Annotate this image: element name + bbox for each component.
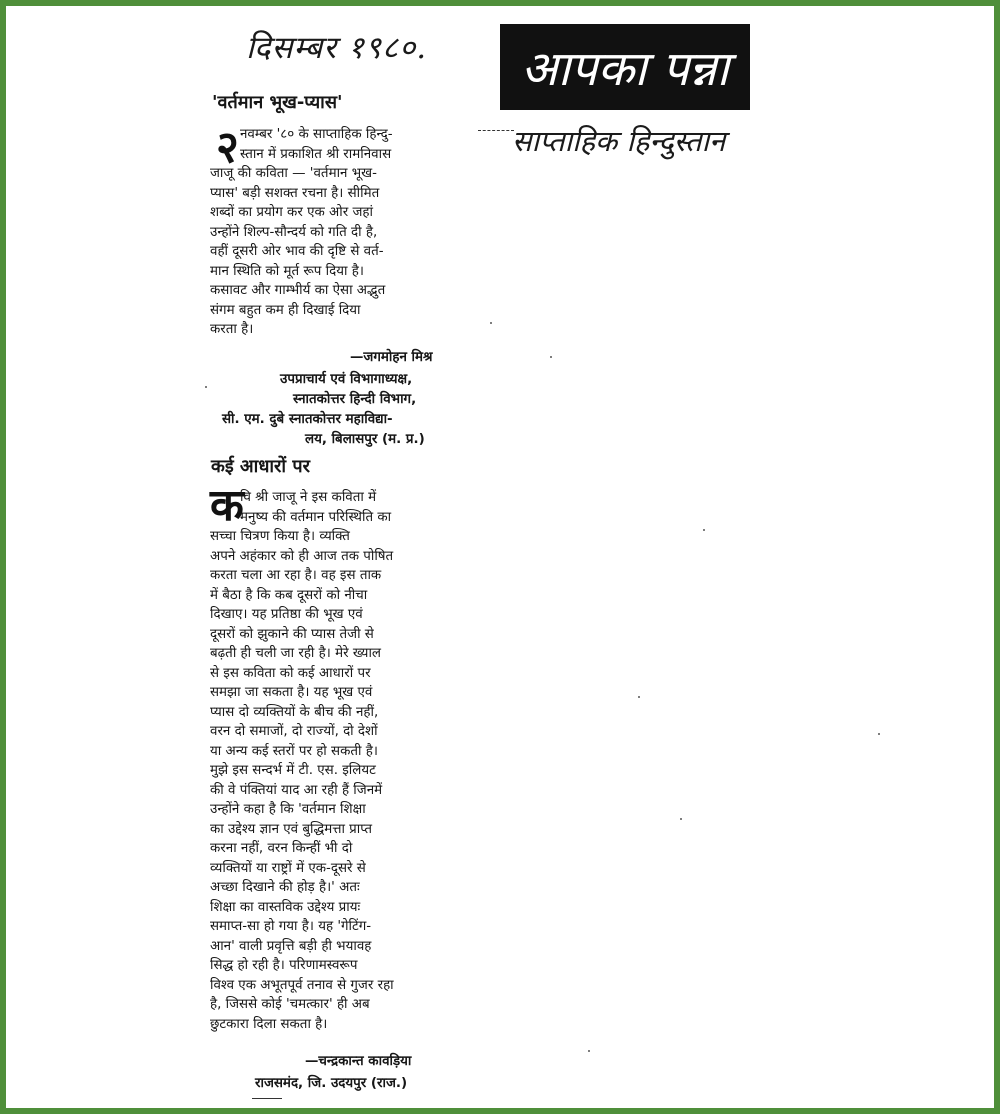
handwritten-date: दिसम्बर १९८०. (246, 30, 428, 66)
body-line: का उद्देश्य ज्ञान एवं बुद्धिमत्ता प्राप्त (210, 821, 373, 837)
letter1-heading: 'वर्तमान भूख-प्यास' (212, 92, 343, 113)
body-line: मनुष्य की वर्तमान परिस्थिति का (240, 509, 392, 525)
letter2-heading: कई आधारों पर (211, 456, 310, 477)
body-line: प्यास दो व्यक्तियों के बीच की नहीं, (210, 704, 379, 720)
body-line: कसावट और गाम्भीर्य का ऐसा अद्भुत (210, 283, 386, 298)
letter1-author: —जगमोहन मिश्र (350, 350, 433, 365)
body-line: अपने अहंकार को ही आज तक पोषित (210, 548, 394, 564)
scan-speck (703, 529, 705, 531)
body-line: छुटकारा दिला सकता है। (210, 1016, 328, 1032)
body-line: विश्व एक अभूतपूर्व तनाव से गुजर रहा (210, 977, 394, 993)
body-line: दिखाए। यह प्रतिष्ठा की भूख एवं (210, 607, 363, 622)
body-line: दूसरों को झुकाने की प्यास तेजी से (210, 626, 374, 642)
body-line: व्यक्तियों या राष्ट्रों में एक-दूसरे से (210, 860, 366, 876)
letter1-body (210, 122, 496, 340)
body-line: समझा जा सकता है। यह भूख एवं (210, 685, 373, 700)
scan-speck (878, 733, 880, 735)
scan-speck (588, 1050, 590, 1052)
body-line: मुझे इस सन्दर्भ में टी. एस. इलियट (210, 763, 376, 778)
body-line: शिक्षा का वास्तविक उद्देश्य प्रायः (210, 899, 361, 915)
body-line: उन्होंने शिल्प-सौन्दर्य को गति दी है, (210, 224, 378, 240)
letter1-drop-cap: २ (216, 122, 239, 173)
letter1-location: लय, बिलासपुर (म. प्र.) (305, 432, 425, 447)
letter1-department: स्नातकोत्तर हिन्दी विभाग, (293, 392, 417, 407)
letter1-college: सी. एम. दुबे स्नातकोत्तर महाविद्या- (222, 412, 393, 427)
stamp-title: आपका पन्ना (500, 24, 750, 110)
body-line: वरन दो समाजों, दो राज्यों, दो देशों (210, 724, 378, 739)
body-line: प्यास' बड़ी सशक्त रचना है। सीमित (210, 185, 380, 201)
body-line: सिद्ध हो रही है। परिणामस्वरूप (210, 958, 358, 973)
scan-speck (490, 322, 492, 324)
body-line: में बैठा है कि कब दूसरों को नीचा (210, 587, 368, 603)
body-line: या अन्य कई स्तरों पर हो सकती है। (210, 743, 378, 759)
letter2-drop-cap: क (210, 480, 244, 531)
body-line: से इस कविता को कई आधारों पर (210, 665, 371, 681)
body-line: मान स्थिति को मूर्त रूप दिया है। (210, 263, 364, 279)
body-line: जाजू की कविता — 'वर्तमान भूख- (210, 166, 377, 181)
scan-speck (550, 356, 552, 358)
letter2-author: —चन्द्रकान्त कावड़िया (305, 1054, 412, 1069)
body-line: की वे पंक्तियां याद आ रही हैं जिनमें (210, 782, 383, 798)
letter2-body (210, 488, 496, 1034)
body-line: स्तान में प्रकाशित श्री रामनिवास (240, 146, 392, 162)
letter1-designation: उपप्राचार्य एवं विभागाध्यक्ष, (280, 372, 413, 387)
body-line: करता चला आ रहा है। वह इस ताक (210, 568, 382, 583)
scan-speck (680, 818, 682, 820)
body-line: उन्होंने कहा है कि 'वर्तमान शिक्षा (210, 802, 366, 817)
body-line: नवम्बर '८० के साप्ताहिक हिन्दु- (240, 127, 393, 142)
scan-speck (205, 386, 207, 388)
body-line: वि श्री जाजू ने इस कविता में (240, 490, 377, 505)
body-line: समाप्त-सा हो गया है। यह 'गेटिंग- (210, 919, 372, 934)
scan-speck (638, 696, 640, 698)
bottom-rule (252, 1098, 282, 1099)
body-line: है, जिससे कोई 'चमत्कार' ही अब (210, 997, 370, 1012)
body-line: सच्चा चित्रण किया है। व्यक्ति (210, 529, 350, 544)
body-line: वहीं दूसरी ओर भाव की दृष्टि से वर्त- (210, 244, 384, 259)
body-line: शब्दों का प्रयोग कर एक ओर जहां (210, 205, 373, 220)
body-line: संगम बहुत कम ही दिखाई दिया (210, 302, 361, 318)
letter2-location: राजसमंद, जि. उदयपुर (राज.) (255, 1076, 408, 1091)
body-line: करता है। (210, 322, 254, 337)
body-line: बढ़ती ही चली जा रही है। मेरे ख्याल (210, 646, 381, 661)
body-line: अच्छा दिखाने की होड़ है।' अतः (210, 880, 360, 895)
body-line: करना नहीं, वरन किन्हीं भी दो (210, 841, 353, 856)
body-line: आन' वाली प्रवृत्ति बड़ी ही भयावह (210, 938, 372, 954)
handwritten-source: साप्ताहिक हिन्दुस्तान (512, 124, 726, 158)
